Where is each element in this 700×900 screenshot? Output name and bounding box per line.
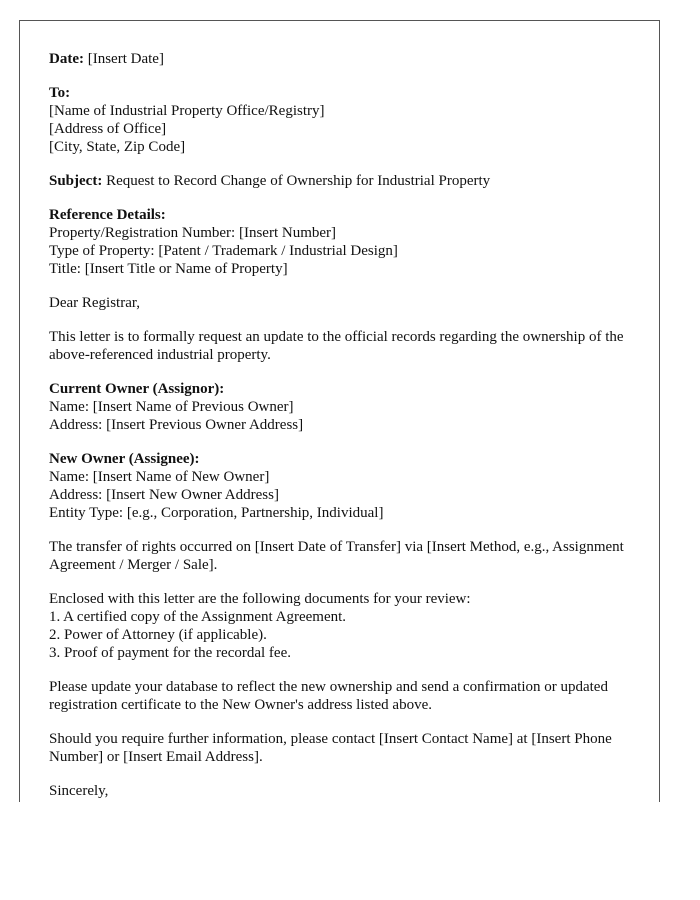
enclosures-block	[49, 590, 639, 662]
enclosure-item: 1. A certified copy of the Assignment Agreement.	[49, 609, 347, 625]
recipient-address: [Address of Office]	[49, 121, 167, 137]
subject-value: Request to Record Change of Ownership for Industrial Property	[102, 173, 491, 189]
current-owner-address: Address: [Insert Previous Owner Address]	[49, 417, 304, 433]
current-owner-block	[49, 380, 639, 434]
subject-line	[49, 172, 639, 190]
to-label: To:	[49, 85, 71, 101]
date-label: Date:	[49, 51, 84, 67]
new-owner-entity-type: Entity Type: [e.g., Corporation, Partnership, Individual]	[49, 505, 384, 521]
reference-block	[49, 206, 639, 278]
recipient-office: [Name of Industrial Property Office/Registry]	[49, 103, 325, 119]
reference-number: Property/Registration Number: [Insert Number]	[49, 225, 337, 241]
intro-text: This letter is to formally request an update to the official records regarding the ownership of the above-referenced industrial property.	[49, 329, 624, 363]
contact-text: Should you require further information, please contact [Insert Contact Name] at [Insert Phone Number] or [Insert Email Address].	[49, 731, 612, 765]
new-owner-name: Name: [Insert Name of New Owner]	[49, 469, 270, 485]
new-owner-block	[49, 450, 639, 522]
recipient-city: [City, State, Zip Code]	[49, 139, 186, 155]
date-line	[49, 50, 639, 68]
new-owner-address: Address: [Insert New Owner Address]	[49, 487, 279, 503]
closing-text: Sincerely,	[49, 783, 109, 799]
current-owner-label: Current Owner (Assignor):	[49, 381, 225, 397]
transfer-paragraph	[49, 538, 639, 574]
subject-label: Subject:	[49, 173, 103, 189]
salutation	[49, 294, 639, 312]
contact-paragraph	[49, 730, 639, 766]
reference-type: Type of Property: [Patent / Trademark / Industrial Design]	[49, 243, 398, 259]
current-owner-name: Name: [Insert Name of Previous Owner]	[49, 399, 294, 415]
reference-label: Reference Details:	[49, 207, 166, 223]
date-value: [Insert Date]	[83, 51, 164, 67]
enclosure-item: 3. Proof of payment for the recordal fee.	[49, 645, 291, 661]
transfer-text: The transfer of rights occurred on [Insert Date of Transfer] via [Insert Method, e.g., Assignment Agreement / Merger / Sale].	[49, 539, 624, 573]
enclosure-item: 2. Power of Attorney (if applicable).	[49, 627, 267, 643]
request-text: Please update your database to reflect the new ownership and send a confirmation or updated registration certificate to the New Owner's address listed above.	[49, 679, 608, 713]
reference-title: Title: [Insert Title or Name of Property]	[49, 261, 288, 277]
intro-paragraph	[49, 328, 639, 364]
salutation-text: Dear Registrar,	[49, 295, 141, 311]
new-owner-label: New Owner (Assignee):	[49, 451, 200, 467]
closing	[49, 782, 639, 800]
letter-page	[19, 20, 660, 802]
request-paragraph	[49, 678, 639, 714]
recipient-block	[49, 84, 639, 156]
enclosures-intro: Enclosed with this letter are the following documents for your review:	[49, 591, 471, 607]
letter-body	[49, 50, 639, 802]
